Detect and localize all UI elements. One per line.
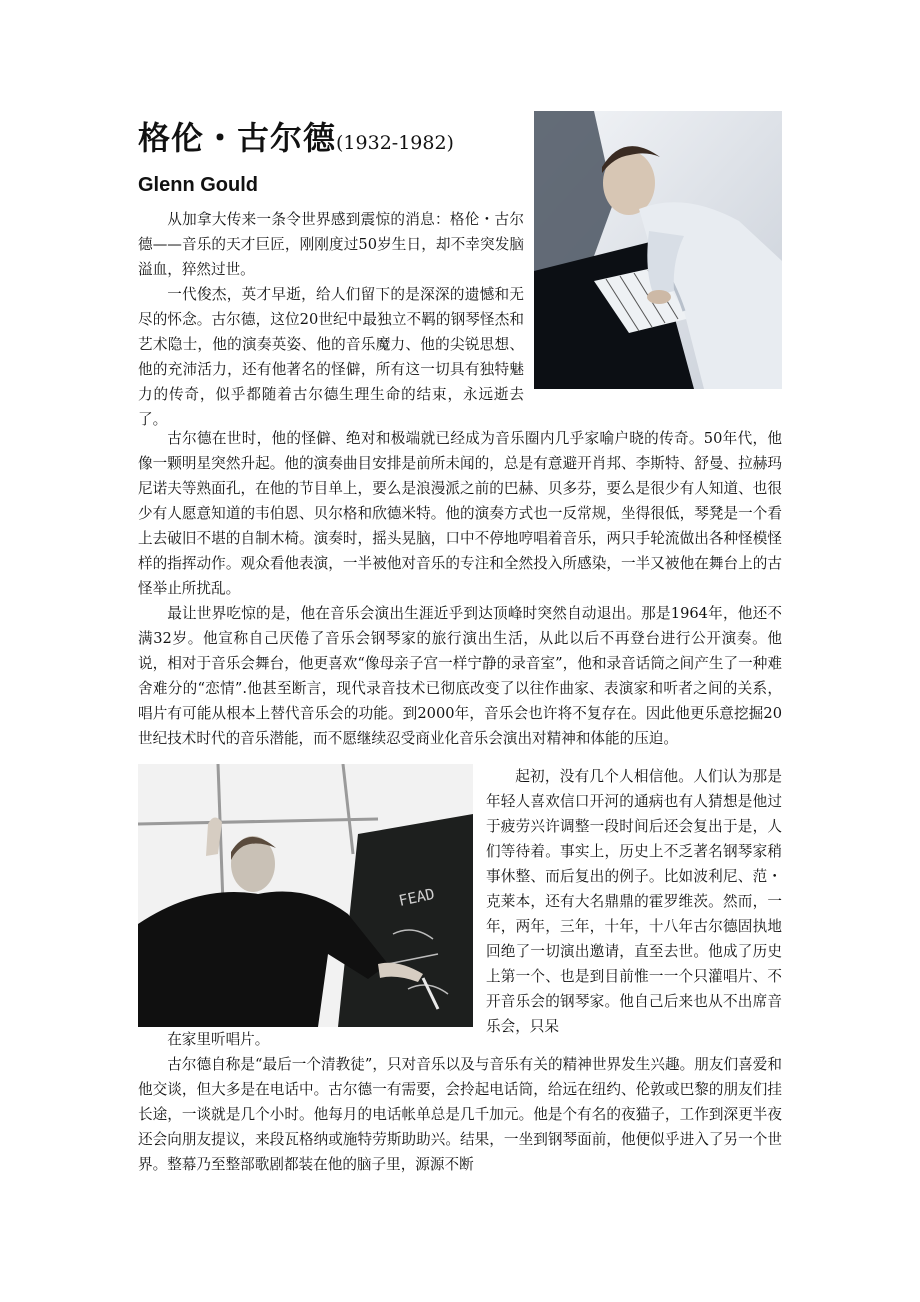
paragraph-2: 一代俊杰，英才早逝，给人们留下的是深深的遗憾和无尽的怀念。古尔德，这位20世纪中最独立不羁的钢琴怪杰和艺术隐士，他的演奏英姿、他的音乐魔力、他的尖锐思想、他的充沛活力，还有他著名的怪僻，所有这一切具有独特魅力的传奇，似乎都随着古尔德生理生命的结束，永远逝去了。 — [138, 286, 524, 428]
paragraph-5-bottom: 在家里听唱片。 — [167, 1031, 270, 1048]
intro-column — [138, 207, 524, 432]
gould-piano-illustration — [534, 111, 782, 389]
article-subtitle: Glenn Gould — [138, 174, 258, 196]
main-column — [138, 426, 782, 751]
blackboard-text: FEAD — [397, 884, 437, 910]
paragraph-4: 最让世界吃惊的是，他在音乐会演出生涯近乎到达顶峰时突然自动退出。那是1964年，他还不满32岁。他宣称自己厌倦了音乐会钢琴家的旅行演出生活，从此以后不再登台进行公开演奏。他说，相对于音乐会舞台，他更喜欢“像母亲子宫一样宁静的录音室”，他和录音话筒之间产生了一种难舍难分的“恋情”.他甚至断言，现代录音技术已彻底改变了以往作曲家、表演家和听者之间的关系，唱片有可能从根本上替代音乐会的功能。到2000年，音乐会也许将不复存在。因此他更乐意挖掘20世纪技术时代的音乐潜能，而不愿继续忍受商业化音乐会演出对精神和体能的压迫。 — [138, 605, 782, 747]
right-column — [486, 764, 782, 1039]
title-name: 格伦・古尔德 — [138, 119, 337, 157]
paragraph-6: 古尔德自称是“最后一个清教徒”，只对音乐以及与音乐有关的精神世界发生兴趣。朋友们喜爱和他交谈，但大多是在电话中。古尔德一有需要，会拎起电话筒，给远在纽约、伦敦或巴黎的朋友们挂长途，一谈就是几个小时。他每月的电话帐单总是几千加元。他是个有名的夜猫子，工作到深更半夜还会向朋友提议，来段瓦格纳或施特劳斯助助兴。结果，一坐到钢琴面前，他便似乎进入了另一个世界。整幕乃至整部歌剧都装在他的脑子里，源源不断 — [138, 1056, 782, 1173]
title-years: (1932-1982) — [336, 132, 454, 154]
paragraph-5-top: 起初，没有几个人相信他。人们认为那是年轻人喜欢信口开河的通病也有人猜想是他过于疲劳兴许调整一段时间后还会复出于是，人们等待着。事实上，历史上不乏著名钢琴家稍事休整、而后复出的例子。比如波利尼、范・克莱本，还有大名鼎鼎的霍罗维茨。然而，一年，两年，三年，十年，十八年古尔德固执地回绝了一切演出邀请，直至去世。他成了历史上第一个、也是到目前惟一一个只灌唱片、不开音乐会的钢琴家。他自己后来也从不出席音乐会，只呆 — [486, 768, 782, 1035]
article-title — [138, 114, 454, 167]
gould-piano-photo — [534, 111, 782, 389]
gould-conducting-illustration — [138, 764, 473, 1027]
bottom-column — [138, 1027, 782, 1177]
paragraph-1: 从加拿大传来一条令世界感到震惊的消息：格伦・古尔德——音乐的天才巨匠，刚刚度过50岁生日，却不幸突发脑溢血，猝然过世。 — [138, 211, 524, 278]
paragraph-3: 古尔德在世时，他的怪僻、绝对和极端就已经成为音乐圈内几乎家喻户晓的传奇。50年代，他像一颗明星突然升起。他的演奏曲目安排是前所未闻的，总是有意避开肖邦、李斯特、舒曼、拉赫玛尼诺夫等熟面孔，在他的节目单上，要么是浪漫派之前的巴赫、贝多芬，要么是很少有人知道、也很少有人愿意知道的韦伯恩、贝尔格和欣德米特。他的演奏方式也一反常规，坐得很低，琴凳是一个看上去破旧不堪的自制木椅。演奏时，摇头晃脑，口中不停地哼唱着音乐，两只手轮流做出各种怪模怪样的指挥动作。观众看他表演，一半被他对音乐的专注和全然投入所感染，一半又被他在舞台上的古怪举止所扰乱。 — [138, 430, 782, 597]
gould-conducting-photo — [138, 764, 473, 1027]
